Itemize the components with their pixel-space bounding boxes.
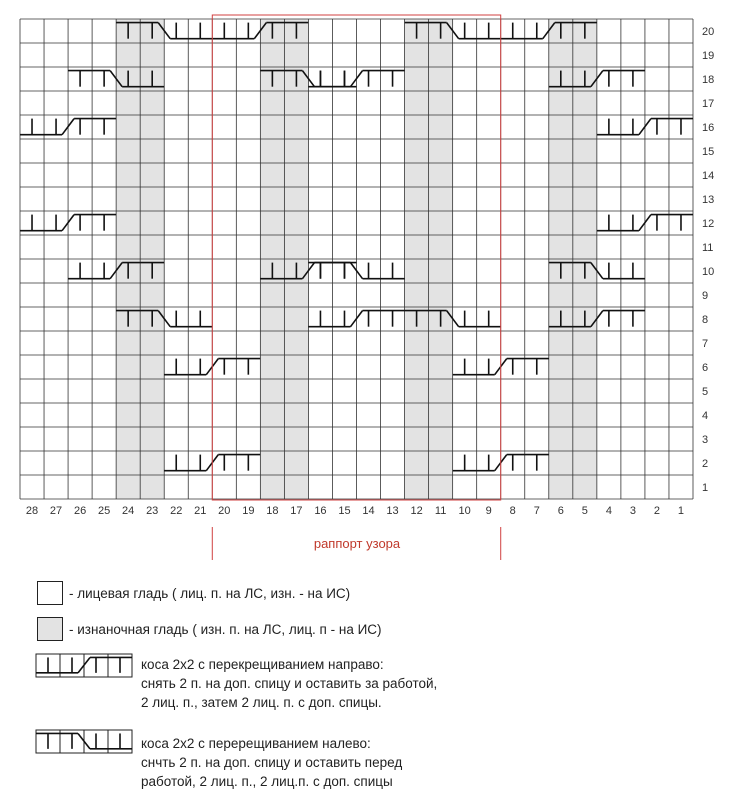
cable-stroke: [78, 733, 90, 748]
legend-right-cable-text: [141, 655, 437, 712]
row-number: 19: [702, 50, 715, 62]
column-number: 11: [434, 505, 447, 517]
column-number: 2: [653, 505, 661, 517]
left-cable-line-2: снчть 2 п. на доп. спицу и оставить перед: [141, 755, 403, 770]
cable-stroke: [78, 657, 90, 672]
legend-purl-text: - изнаночная гладь ( изн. п. на ЛС, лиц. п - на ИС): [69, 622, 382, 637]
row-number: 20: [702, 26, 715, 38]
column-number: 16: [314, 505, 327, 517]
legend-cell: [84, 654, 108, 677]
column-number: 8: [509, 505, 516, 517]
column-number: 13: [386, 505, 399, 517]
column-number: 6: [557, 505, 564, 517]
legend-knit-text: - лицевая гладь ( лиц. п. на ЛС, изн. - на ИС): [69, 586, 351, 601]
column-number: 22: [170, 505, 183, 517]
column-number: 18: [266, 505, 279, 517]
row-number: 9: [702, 290, 709, 302]
right-cable-line-2: снять 2 п. на доп. спицу и оставить за работой,: [141, 676, 438, 691]
column-number: 1: [677, 505, 685, 517]
legend-cell: [36, 730, 60, 753]
legend-cable-left: [36, 733, 132, 748]
row-number: 8: [702, 314, 709, 326]
legend-cell: [108, 654, 132, 677]
column-number: 17: [290, 505, 303, 517]
right-cable-line-3: 2 лиц. п., затем 2 лиц. п. с доп. спицы.: [141, 695, 382, 710]
row-number: 17: [702, 98, 715, 110]
column-number: 10: [458, 505, 471, 517]
row-number: 12: [702, 218, 715, 230]
column-number: 3: [629, 505, 636, 517]
row-number: 18: [702, 74, 715, 86]
row-numbers: [702, 26, 714, 494]
row-number: 5: [702, 386, 709, 398]
column-number: 7: [533, 505, 540, 517]
column-number: 28: [25, 505, 39, 517]
column-number: 15: [338, 505, 351, 517]
column-number: 14: [362, 505, 375, 517]
legend-left-cable-text: [141, 734, 402, 791]
column-number: 12: [410, 505, 423, 517]
column-number: 4: [605, 505, 612, 517]
column-number: 19: [242, 505, 255, 517]
row-number: 14: [702, 170, 715, 182]
row-number: 1: [702, 482, 709, 494]
column-number: 20: [218, 505, 231, 517]
chart-grid: [20, 19, 693, 499]
purl-swatch: [37, 617, 63, 641]
legend-cell: [60, 730, 84, 753]
left-cable-line-3: работой, 2 лиц. п., 2 лиц.п. с доп. спицы: [141, 774, 393, 789]
row-number: 3: [702, 434, 709, 446]
right-cable-line-1: коса 2х2 с перекрещиванием направо:: [141, 657, 384, 672]
column-numbers: [26, 505, 684, 517]
legend-cell: [60, 654, 84, 677]
legend-cell: [108, 730, 132, 753]
rapport-label: раппорт узора: [313, 536, 401, 551]
row-number: 11: [702, 242, 714, 254]
row-number: 13: [702, 194, 715, 206]
column-number: 9: [485, 505, 492, 517]
row-number: 6: [702, 362, 709, 374]
left-cable-line-1: коса 2х2 с перерещиванием налево:: [141, 736, 371, 751]
column-number: 26: [73, 505, 87, 517]
column-number: 24: [122, 505, 135, 517]
column-number: 27: [49, 505, 63, 517]
column-number: 25: [98, 505, 111, 517]
row-number: 16: [702, 122, 715, 134]
row-number: 15: [702, 146, 715, 158]
column-number: 5: [581, 505, 588, 517]
legend-cell: [84, 730, 108, 753]
legend-cell: [36, 654, 60, 677]
legend-cable-right: [36, 657, 132, 672]
column-number: 21: [194, 505, 207, 517]
row-number: 2: [702, 458, 709, 470]
row-number: 7: [702, 338, 709, 350]
row-number: 10: [702, 266, 715, 278]
row-number: 4: [702, 410, 709, 422]
column-number: 23: [146, 505, 159, 517]
knit-swatch: [37, 581, 63, 605]
